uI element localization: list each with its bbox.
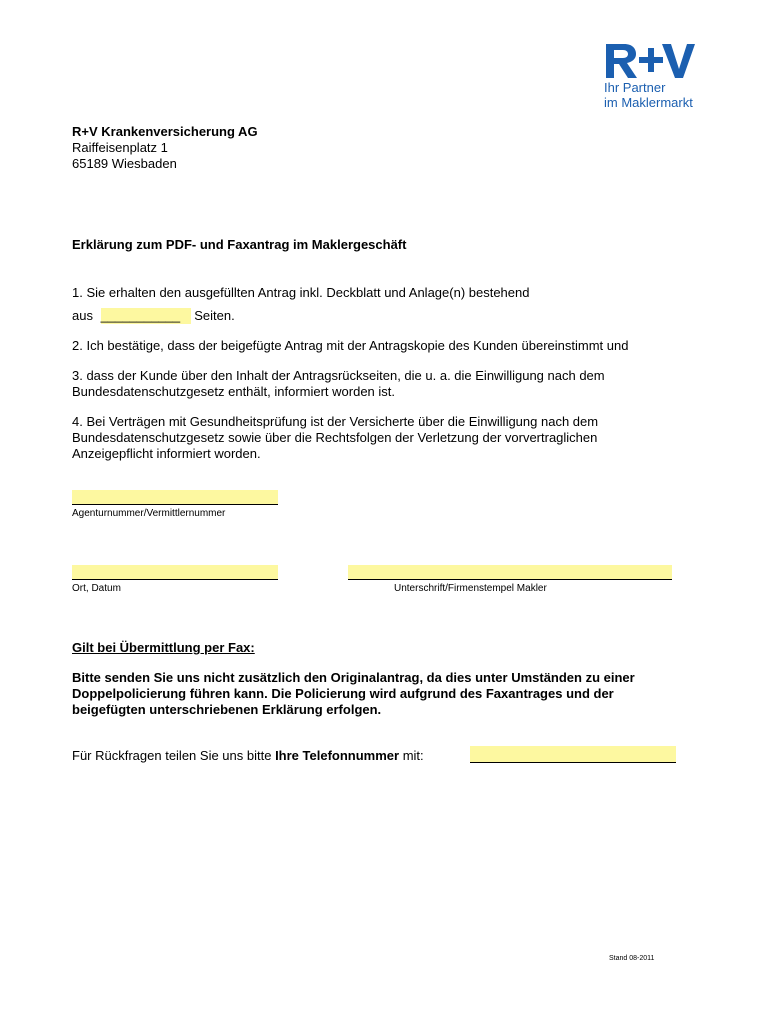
tagline-line-1: Ihr Partner [604, 80, 666, 95]
place-date-field[interactable] [72, 565, 278, 580]
fax-notice [72, 670, 702, 718]
version-stamp: Stand 08-2011 [609, 955, 655, 962]
page-count-blank: ___________ [100, 308, 181, 323]
logo-tagline [604, 80, 693, 110]
fax-notice-line-2: Doppelpolicierung führen kann. Die Policierung wird aufgrund des Faxantrages und der [72, 686, 614, 701]
agent-number-caption: Agenturnummer/Vermittlernummer [72, 508, 226, 519]
company-name: R+V Krankenversicherung AG [72, 124, 258, 139]
fax-heading: Gilt bei Übermittlung per Fax: [72, 640, 255, 655]
agent-number-field[interactable] [72, 490, 278, 505]
item-4-line-3: Anzeigepflicht informiert worden. [72, 446, 261, 461]
document-title: Erklärung zum PDF- und Faxantrag im Maklergeschäft [72, 237, 407, 252]
item-1 [72, 285, 702, 301]
phone-prefix: Für Rückfragen teilen Sie uns bitte [72, 748, 272, 763]
item-2: 2. Ich bestätige, dass der beigefügte Antrag mit der Antragskopie des Kunden übereinstimmt und [72, 338, 629, 353]
fax-notice-line-3: beigefügten unterschriebenen Erklärung erfolgen. [72, 702, 382, 717]
recipient-address [72, 124, 258, 172]
phone-number-field[interactable] [470, 746, 676, 763]
signature-caption: Unterschrift/Firmenstempel Makler [394, 583, 547, 594]
rv-logo-mark [604, 42, 696, 80]
place-date-caption: Ort, Datum [72, 583, 121, 594]
page-count-field[interactable] [101, 308, 191, 324]
item-3 [72, 368, 702, 400]
page-count-prefix: aus [72, 308, 93, 323]
item-1-line: 1. Sie erhalten den ausgefüllten Antrag inkl. Deckblatt und Anlage(n) bestehend [72, 285, 530, 300]
item-3-line-1: 3. dass der Kunde über den Inhalt der Antragsrückseiten, die u. a. die Einwilligung nach dem [72, 368, 605, 383]
tagline-line-2: im Maklermarkt [604, 95, 693, 110]
item-3-line-2: Bundesdatenschutzgesetz enthält, informiert worden ist. [72, 384, 396, 399]
item-4-line-1: 4. Bei Verträgen mit Gesundheitsprüfung ist der Versicherte über die Einwilligung nach dem [72, 414, 599, 429]
street: Raiffeisenplatz 1 [72, 140, 168, 155]
page-count-suffix: Seiten. [194, 308, 235, 323]
city: 65189 Wiesbaden [72, 156, 177, 171]
phone-bold: Ihre Telefonnummer [275, 748, 400, 763]
phone-request [72, 748, 424, 763]
item-4 [72, 414, 702, 462]
signature-field[interactable] [348, 565, 672, 580]
page-count-row [72, 308, 702, 324]
phone-suffix: mit: [402, 748, 424, 763]
item-4-line-2: Bundesdatenschutzgesetz sowie über die Rechtsfolgen der Verletzung der vorvertraglichen [72, 430, 598, 445]
fax-notice-line-1: Bitte senden Sie uns nicht zusätzlich den Originalantrag, da dies unter Umständen zu einer [72, 670, 635, 685]
